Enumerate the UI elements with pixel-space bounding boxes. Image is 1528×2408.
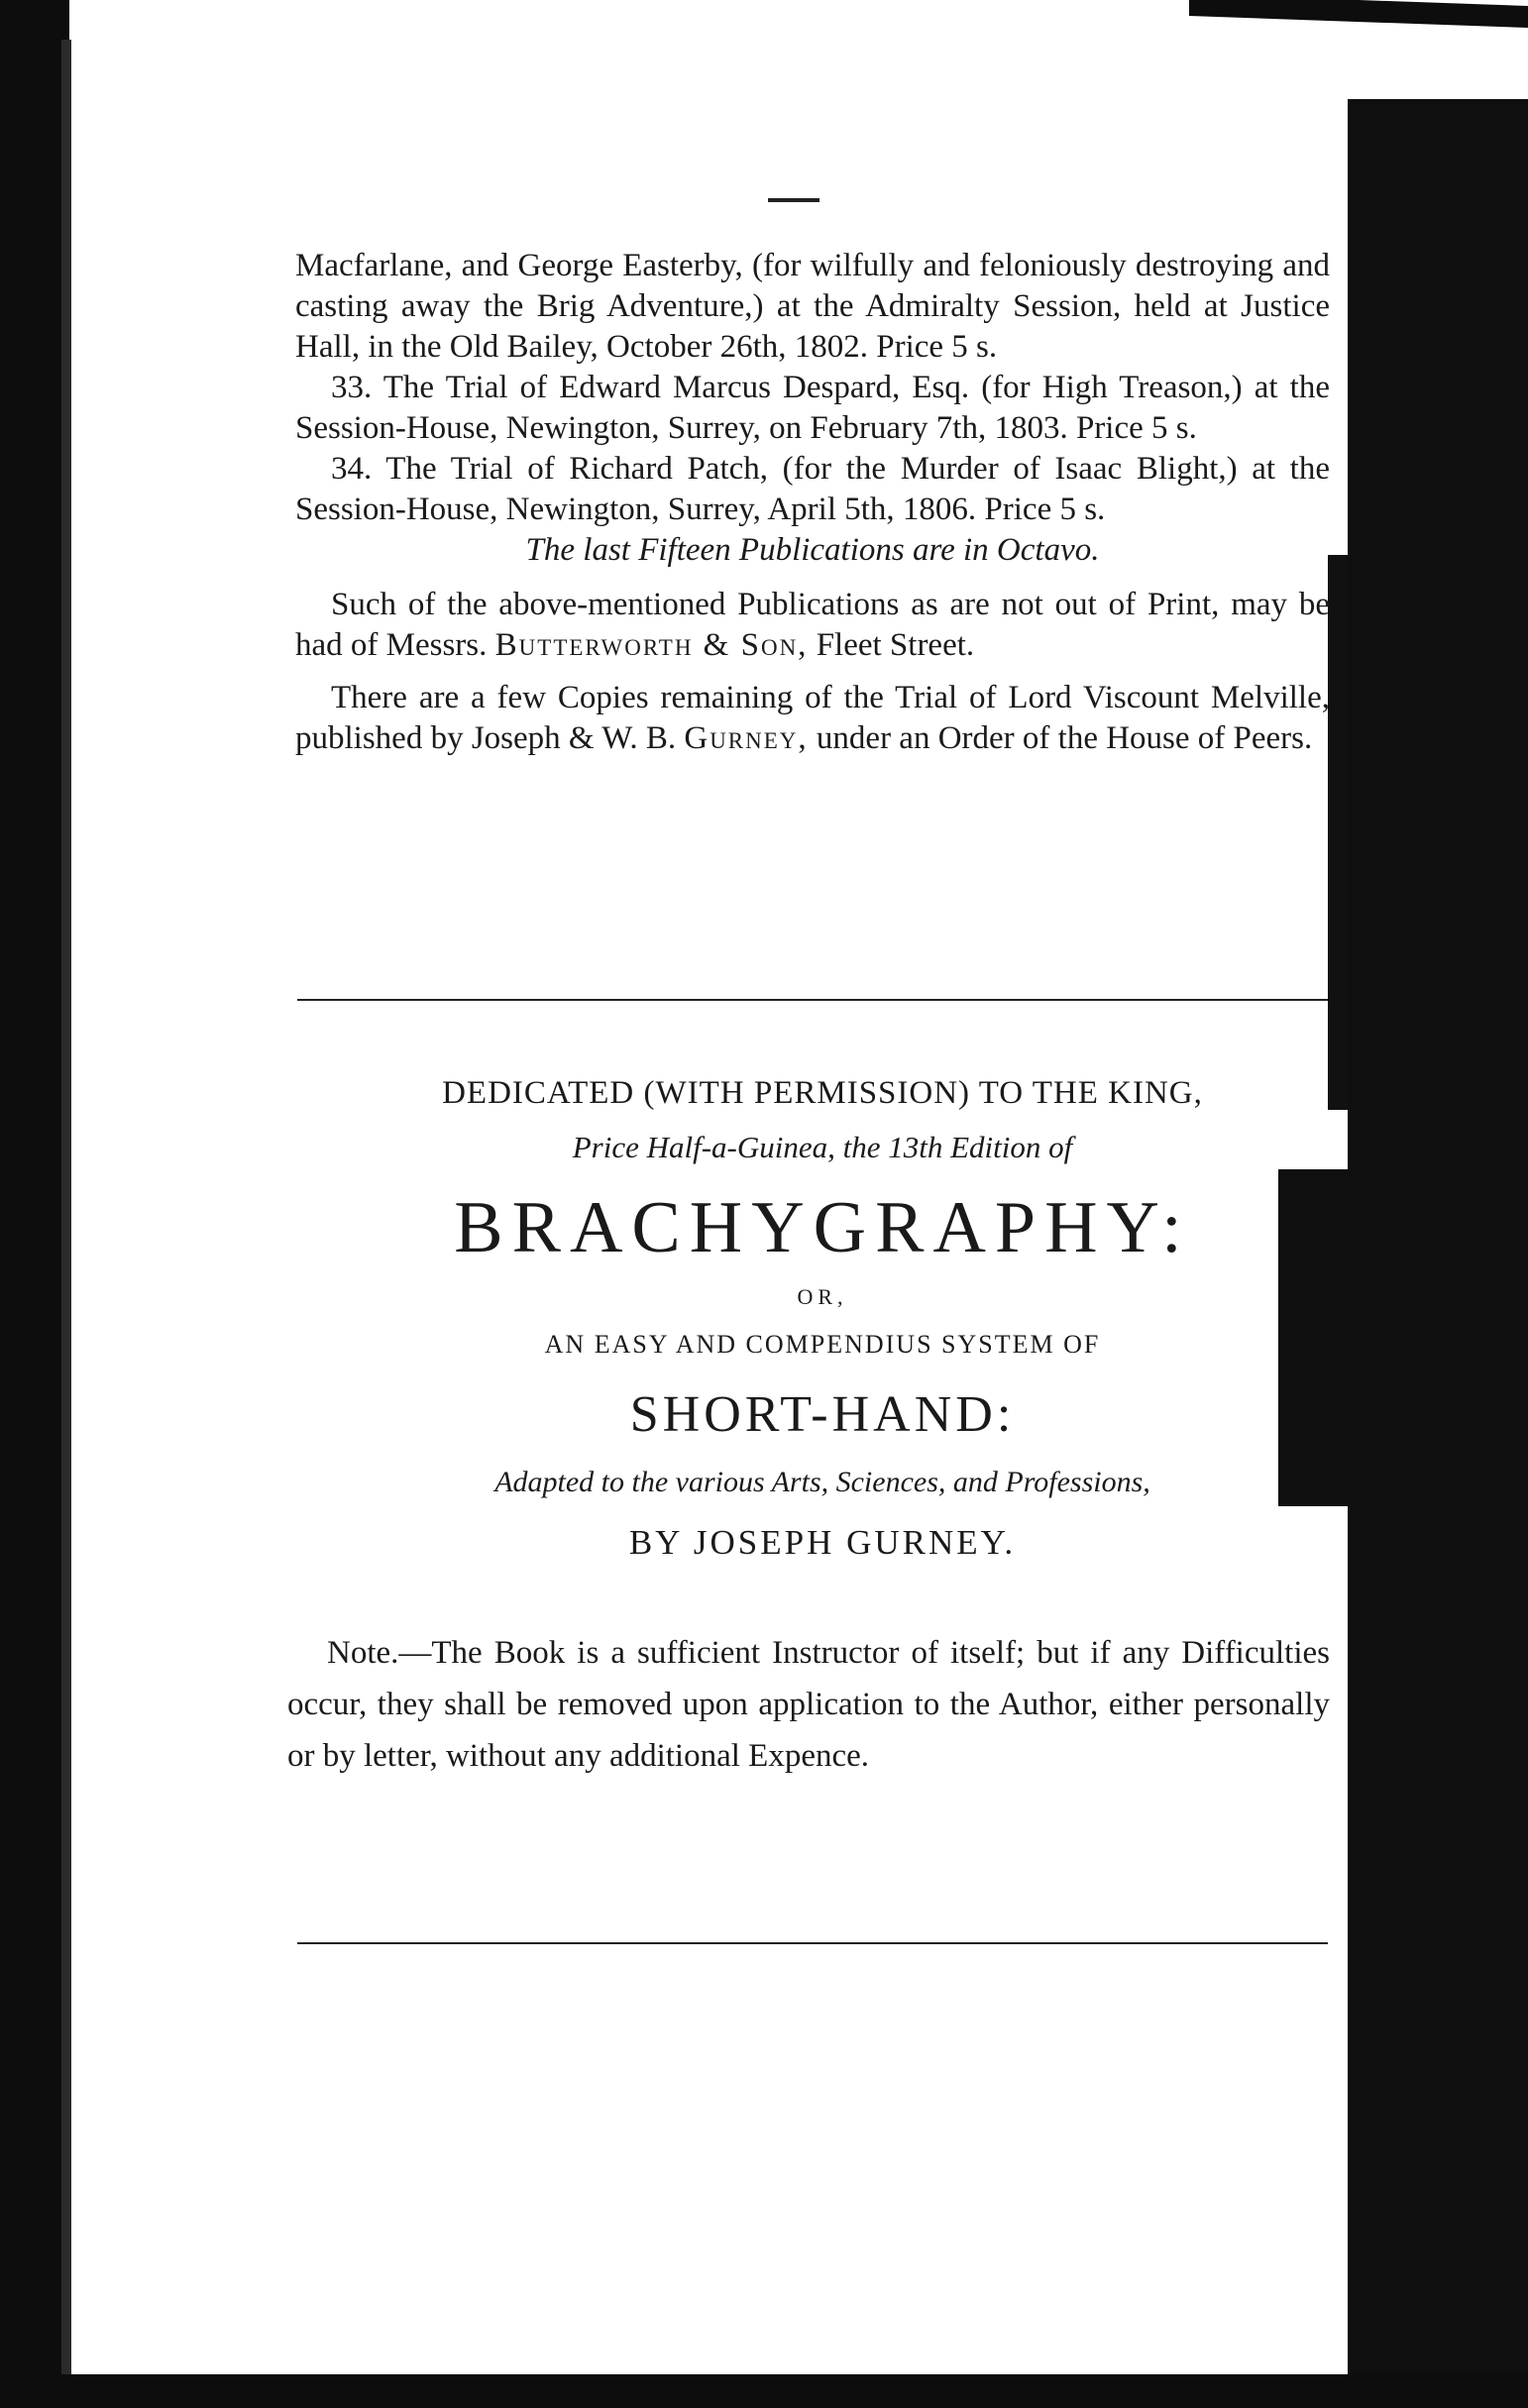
or-line: OR, [797,1284,848,1309]
item-32-price: Price 5 s. [876,329,998,365]
octavo-note: The last Fifteen Publications are in Octavo. [525,532,1100,568]
catalogue-section [295,246,1330,759]
item-34-text: 34. The Trial of Richard Patch, (for the Murder of Isaac Blight,) at the Session-House, Newington, Surrey, April 5th, 1806. [295,451,1330,527]
melville-order: under an Order of the House of Peers. [816,720,1313,756]
author-line: BY JOSEPH GURNEY. [628,1523,1017,1562]
scan-edge-left-inner [61,40,71,2378]
subtitle-line: AN EASY AND COMPENDIUS SYSTEM OF [544,1330,1101,1359]
item-32-text: Macfarlane, and George Easterby, (for wilfully and feloniously destroying and casting away the Brig Adventure,) at the Admiralty Session, held at Justice Hall, in the Old Bailey, October 26th, 1802. [295,248,1330,365]
item-33-text: 33. The Trial of Edward Marcus Despard, Esq. (for High Treason,) at the Session-House, Newington, Surrey, on February 7th, 1803. [295,370,1330,446]
adapted-line: Adapted to the various Arts, Sciences, and Professions, [494,1466,1150,1498]
divider-rule-top [297,999,1328,1001]
page-head-mark [768,198,819,202]
catalogue-item-34 [295,449,1330,530]
price-line: Price Half-a-Guinea, the 13th Edition of [572,1130,1073,1164]
short-hand-title: SHORT-HAND: [629,1386,1016,1443]
availability-paragraph [295,585,1330,666]
scan-edge-left [0,0,69,2408]
availability-text: Such of the above-mentioned Publications as are not out of Print, may be had of Messrs. [295,587,1330,663]
note-paragraph: Note.—The Book is a sufficient Instructor of itself; but if any Difficulties occur, they shall be removed upon application to the Author, either personally or by letter, without any additional Expence. [287,1635,1330,1774]
catalogue-item-32-continued [295,246,1330,368]
melville-paragraph [295,678,1330,759]
publisher-name: Butterworth & Son, [494,627,809,663]
scan-edge-right [1348,99,1528,2378]
advertisement-block [277,1075,1367,1563]
gurney-name: Gurney, [684,720,809,756]
item-33-price: Price 5 s. [1075,410,1197,446]
book-page [198,0,1328,2408]
melville-text: There are a few Copies remaining of the Trial of Lord Viscount Melville, published by Joseph & W. B. [295,680,1330,756]
divider-rule-bottom [297,1942,1328,1944]
dedication-line: DEDICATED (WITH PERMISSION) TO THE KING, [442,1075,1203,1111]
catalogue-item-33 [295,368,1330,449]
item-34-price: Price 5 s. [984,492,1106,527]
availability-address: Fleet Street. [816,627,975,663]
main-title: BRACHYGRAPHY: [454,1187,1191,1268]
